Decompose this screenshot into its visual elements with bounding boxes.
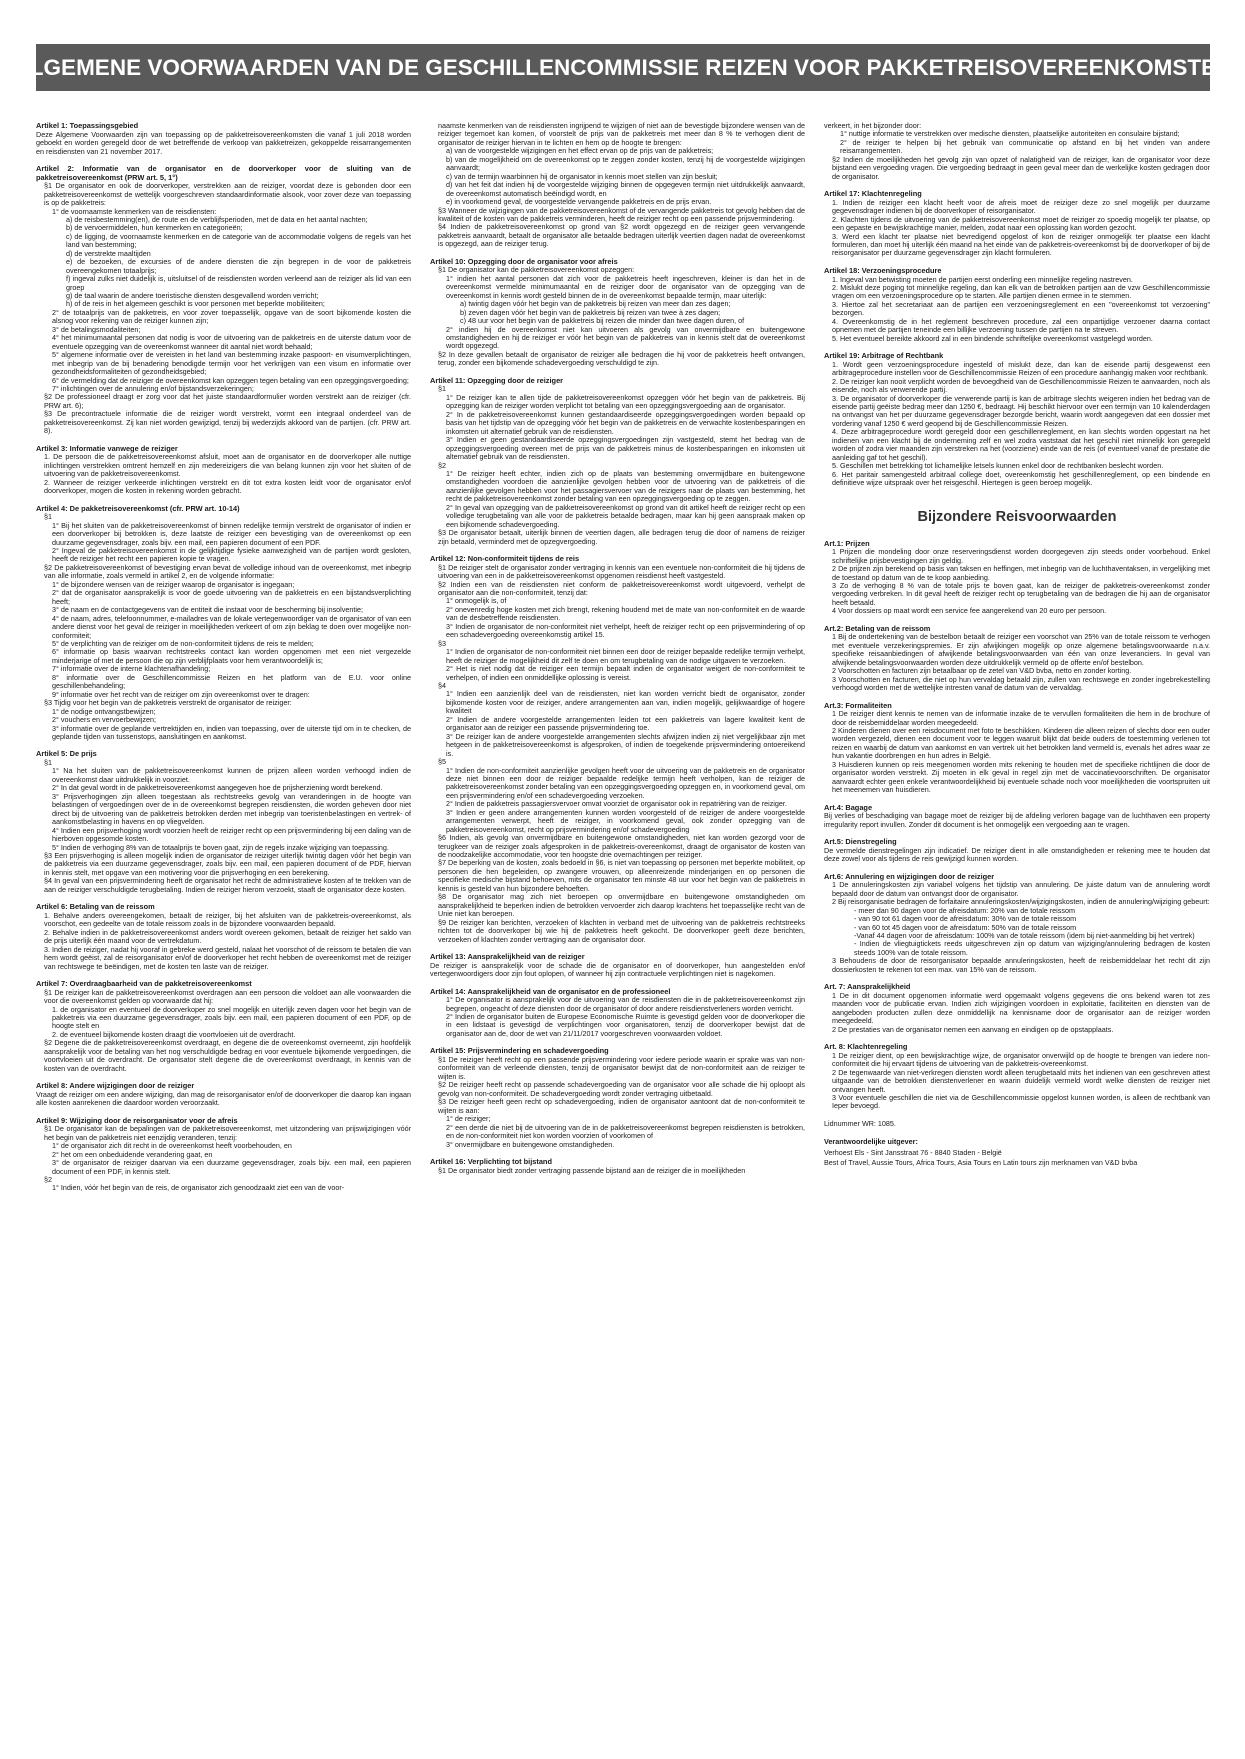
- article: [824, 540, 1210, 616]
- article-paragraph: 2° Indien de pakketreis passagiersvervoer omvat voorziet de organisator ook in repatriëring van de reiziger.: [446, 799, 787, 809]
- article-paragraph: 1. Behalve anders overeengekomen, betaalt de reiziger, bij het afsluiten van de pakketreis-overeenkomst, als voorschot, een gedeelte van de totale reissom zoals in de bijzondere voorwaarden bepaald.: [44, 910, 411, 929]
- article-heading: Artikel 10: Opzegging door de organisator voor afreis: [430, 256, 618, 266]
- article-paragraph: §1: [438, 384, 446, 394]
- article-paragraph: §3 Wanneer de wijzigingen van de pakketreisovereenkomst of de vervangende pakketreis tot gevolg hebben dat de kwaliteit of de kosten van de pakketreis verminderen, heeft de reiziger recht op een passende prijsvermindering.: [438, 205, 805, 223]
- article-paragraph: 1° Bij het sluiten van de pakketreisovereenkomst of binnen redelijke termijn verstrekt de organisator of indien er een doorverkoper bij betrokken is, deze laatste de reiziger een bevestiging van de overeenkomst op een duurzame gegevensdrager, zoals bijv. een mail, een papieren document of een PDF.: [52, 520, 411, 547]
- article-paragraph: 5° de verplichting van de reiziger om de non-conformiteit tijdens de reis te melden;: [52, 638, 314, 648]
- article: [824, 804, 1210, 830]
- article: [430, 953, 805, 979]
- article-heading: Artikel 17: Klachtenregeling: [824, 189, 922, 199]
- article-heading: Artikel 9: Wijziging door de reisorganisator voor de afreis: [36, 1115, 238, 1125]
- article-paragraph: Vraagt de reiziger om een andere wijziging, dan mag de reisorganisator en/of de doorverkoper die daarop kan ingaan alle kosten aanrekenen die daardoor worden veroorzaakt.: [36, 1089, 411, 1108]
- article-heading: Artikel 2: Informatie van de organisator en de doorverkoper voor de sluiting van de pakketreisovereenkomst (PRW art. 5, 1°): [36, 163, 411, 182]
- article: [824, 122, 1210, 181]
- article-paragraph: c) 48 uur voor het begin van de pakketreis bij reizen die minder dan twee dagen duren, of: [460, 316, 745, 326]
- article-heading: Artikel 15: Prijsvermindering en schadevergoeding: [430, 1046, 609, 1056]
- article: [824, 267, 1210, 343]
- article-paragraph: 2° In de pakketreisovereenkomst kunnen gestandaardiseerde opzeggingsvergoedingen worden bepaald op basis van het tijdstip van de opzegging vóór het begin van de pakketreis en de verwachte kostenbesparingen en inkomsten uit alternatief gebruik van de reisdiensten.: [446, 409, 805, 436]
- article-paragraph: 3 Behoudens de door de reisorganisator bepaalde annuleringskosten, heeft de reisbemiddelaar het recht dit zijn dossierkosten te rekenen tot een max. van 15% van de reissom.: [832, 956, 1210, 974]
- column-2: [430, 122, 805, 1742]
- article-paragraph: 2 Bij reisorganisatie bedragen de forfaitaire annuleringskosten/wijzigingskosten, indien de annulering/wijziging gebeurt:: [832, 897, 1210, 907]
- article-paragraph: §3 De reiziger heeft geen recht op schadevergoeding, indien de organisator aantoont dat de non-conformiteit te wijten is aan:: [438, 1097, 805, 1115]
- article-heading: Artikel 8: Andere wijzigingen door de reiziger: [36, 1081, 195, 1091]
- article-paragraph: 3° de betalingsmodaliteiten;: [52, 324, 141, 334]
- article-paragraph: c) de ligging, de voornaamste kenmerken en de categorie van de accommodatie volgens de regels van het land van bestemming;: [66, 231, 411, 250]
- article-paragraph: §1 De reiziger stelt de organisator zonder vertraging in kennis van een eventuele non-conformiteit die hij tijdens de uitvoering van een in de pakketreisovereenkomst opgenomen reisdienst heeft vastgesteld.: [438, 562, 805, 581]
- article-paragraph: 3 Zo de verhoging 8 % van de totale prijs te boven gaat, kan de reiziger de pakketreis-overeenkomst zonder vergoeding verbreken. In dit geval heeft de reiziger recht op terugbetaling van de bedragen die hij aan de organisator heeft betaald.: [832, 580, 1210, 607]
- article-paragraph: §3 De precontractuele informatie die de reiziger wordt verstrekt, vormt een integraal onderdeel van de pakketreisovereenkomst. Zij kan niet worden gewijzigd, tenzij bij wederzijds akkoord van de partijen. (cfr. PRW art. 8).: [44, 409, 411, 436]
- article-heading: Art.5: Dienstregeling: [824, 837, 897, 847]
- article-paragraph: 3° informatie over de geplande vertrektijden en, indien van toepassing, over de uiterste tijd om in te checken, de geplande tijden van tussenstops, aansluitingen en aankomst.: [52, 723, 411, 741]
- article-paragraph: d) van het feit dat indien hij de voorgestelde wijziging binnen de opgegeven termijn niet uitdrukkelijk aanvaardt, de overeenkomst automatisch beëindigd wordt, en: [446, 180, 805, 198]
- article-paragraph: 1° de bijzondere wensen van de reiziger waarop de organisator is ingegaan;: [52, 579, 295, 589]
- article-paragraph: 2° In geval van opzegging van de pakketreisovereenkomst op grond van dit artikel heeft de reiziger recht op een volledige terugbetaling van alle voor de pakketreis betaalde bedragen, maar kan hij geen aanspraak maken op een bijkomende schadevergoeding.: [446, 502, 805, 529]
- article-paragraph: 1. Wordt geen verzoeningsprocedure ingesteld of mislukt deze, dan kan de eisende partij desgewenst een arbitrageprocedure instellen voor de Geschillencommissie Reizen of een procedure aanhangig maken voor rechtbank.: [832, 359, 1210, 378]
- article-paragraph: 3° Indien er geen gestandaardiseerde opzeggingsvergoedingen zijn vastgesteld, stemt het bedrag van de opzeggingsvergoeding overeen met de prijs van de pakketreis minus de kostenbesparingen en inkomsten uit alternatief gebruik van de reisdiensten.: [446, 435, 805, 462]
- article-heading: Artikel 4: De pakketreisovereenkomst (cfr. PRW art. 10-14): [36, 503, 240, 513]
- article-paragraph: 2 De tegenwaarde van niet-verkregen diensten wordt alleen terugbetaald mits het indienen van een geschreven attest uitgaande van de betrokken dienstenverlener en waarin duidelijk vermeld wordt welke diensten de reiziger niet ontvangen heeft.: [832, 1067, 1210, 1094]
- article-paragraph: 3 Voor eventuele geschillen die niet via de Geschillencommissie opgelost kunnen worden, is alleen de rechtbank van Ieper bevoegd.: [832, 1092, 1210, 1111]
- article-paragraph: 1. De persoon die de pakketreisovereenkomst afsluit, moet aan de organisator en de doorverkoper alle nuttige inlichtingen verstrekken omtrent hemzelf en zijn medereizigers die van belang kunnen zijn voor het sluiten of de uitvoering van de pakketreisovereenkomst.: [44, 452, 411, 479]
- article: [430, 122, 805, 249]
- article-paragraph: b) de vervoermiddelen, hun kenmerken en categorieën;: [66, 223, 243, 233]
- article-paragraph: §3 Tijdig voor het begin van de pakketreis verstrekt de organisator de reiziger:: [44, 698, 292, 708]
- article-paragraph: §3 Een prijsverhoging is alleen mogelijk indien de organisator de reiziger uiterlijk twintig dagen vóór het begin van de pakketreis via een duurzame gegevensdrager, zoals bijv. een mail, een papieren document of de PDF, hiervan in kennis stelt, met opgave van een motivering voor die prijsverhoging en een berekening.: [44, 851, 411, 877]
- article-paragraph: verkeert, in het bijzonder door:: [824, 122, 922, 130]
- article-paragraph: 1° de voornaamste kenmerken van de reisdiensten:: [52, 206, 217, 216]
- article: [36, 750, 411, 894]
- article-paragraph: 3° De reiziger kan de andere voorgestelde arrangementen slechts afwijzen indien zij niet vergelijkbaar zijn met hetgeen in de pakketreisovereenkomst is afgesproken, of indien de toegekende prijsvermindering ontoereikend is.: [446, 731, 805, 758]
- article-paragraph: 1° nuttige informatie te verstrekken over medische diensten, plaatselijke autoriteiten en consulaire bijstand;: [840, 129, 1180, 139]
- article-paragraph: 1 De annuleringskosten zijn variabel volgens het tijdstip van annulering. De juiste datum van de annulering wordt bepaald door de datum van ontvangst door de organisator.: [832, 880, 1210, 898]
- article-paragraph: 1. Indien de reiziger een klacht heeft voor de afreis moet de reiziger deze zo snel mogelijk per duurzame gegevensdrager indienen bij de doorverkoper of reisorganisator.: [832, 197, 1210, 216]
- special-terms: [824, 540, 1210, 1111]
- footer: [824, 1120, 1210, 1168]
- article: [824, 352, 1210, 487]
- article-heading: Artikel 12: Non-conformiteit tijdens de reis: [430, 554, 580, 564]
- article-paragraph: b) van de mogelijkheid om de overeenkomst op te zeggen zonder kosten, tenzij hij de voorgestelde wijzigingen aanvaardt;: [446, 154, 805, 173]
- article-paragraph: - van 90 tot 61 dagen voor de afreisdatum: 30% van de totale reissom: [854, 914, 1077, 924]
- article-paragraph: §7 De beperking van de kosten, zoals bedoeld in §6, is niet van toepassing op personen met beperkte mobiliteit, op personen die hen begeleiden, op zwangere vrouwen, op alleenreizende minderjarigen en op personen die specifieke medische bijstand behoeven, mits de organisator ten minste 48 uur voor het begin van de pakketreis in kennis is gesteld van hun bijzondere behoeften.: [438, 858, 805, 893]
- article-paragraph: De vermelde dienstregelingen zijn indicatief. De reiziger dient in alle omstandigheden er rekening mee te houden dat deze zowel voor als tijdens de reis gewijzigd kunnen worden.: [824, 845, 1210, 864]
- article-paragraph: §2 De pakketreisovereenkomst of bevestiging ervan bevat de volledige inhoud van de overeenkomst, met inbegrip van alle informatie, zoals vermeld in artikel 2, en de volgende informatie:: [44, 562, 411, 581]
- article: [430, 1158, 805, 1175]
- article: [824, 838, 1210, 864]
- article-paragraph: 2° Indien de andere voorgestelde arrangementen leiden tot een pakketreis van lagere kwaliteit kent de organisator aan de reiziger een passende prijsvermindering toe.: [446, 714, 805, 733]
- article-paragraph: §1 De organisator en ook de doorverkoper, verstrekken aan de reiziger, voordat deze is gebonden door een pakketreisovereenkomst de wettelijk voorgeschreven standaardinformatie alsook, voor zover deze van toepassing is op de pakketreis:: [44, 181, 411, 208]
- article-paragraph: §1 De reiziger kan de pakketreisovereenkomst overdragen aan een persoon die voldoet aan alle voorwaarden die voor die overeenkomst gelden op voorwaarde dat hij:: [44, 987, 411, 1006]
- article-paragraph: 2° vouchers en vervoerbewijzen;: [52, 715, 156, 725]
- publisher-address: Verhoest Els - Sint Jansstraat 76 - 8840 Staden - België: [824, 1147, 1002, 1157]
- article-heading: Artikel 18: Verzoeningsprocedure: [824, 265, 942, 275]
- article-paragraph: 2. De reiziger kan nooit verplicht worden de bevoegdheid van de Geschillencommissie Reizen te aanvaarden, noch als eisende, noch als verwerende partij.: [832, 376, 1210, 395]
- article-paragraph: 3. De organisator of doorverkoper die verwerende partij is kan de arbitrage slechts weigeren indien het bedrag van de eisende partij geëiste bedrag meer dan 1250 €, bedraagt. Hij beschikt hiervoor over een termijn van 10 kalenderdagen na ontvangst van het per duurzame gegevensdrager bezorgde bericht, waarin wordt aangegeven dat een dossier met vordering vanaf 1250 € werd geopend bij de Geschillencommissie Reizen.: [832, 393, 1210, 428]
- article-paragraph: 1° Indien, vóór het begin van de reis, de organisator zich genoodzaakt ziet een van de voor-: [52, 1183, 345, 1193]
- article-paragraph: Deze Algemene Voorwaarden zijn van toepassing op de pakketreisovereenkomsten die vanaf 1 juli 2018 worden geboekt en worden geregeld door de wet betreffende de verkoop van pakketreizen, gekoppelde reisarrangementen en reisdiensten van 21 november 2017.: [36, 129, 411, 156]
- article-paragraph: 1° De reiziger heeft echter, indien zich op de plaats van bestemming onvermijdbare en buitengewone omstandigheden voordoen die aanzienlijke gevolgen hebben voor de uitvoering van de pakketreis of die aanzienlijke gevolgen hebben voor het passagiersvervoer van de reizigers naar de plaats van bestemming, het recht de pakketreisovereenkomst zonder betaling van een opzeggingsvergoeding op te zeggen.: [446, 468, 805, 504]
- article: [824, 702, 1210, 795]
- article-paragraph: 9° informatie over het recht van de reiziger om zijn overeenkomst over te dragen:: [52, 689, 310, 699]
- article: [36, 122, 411, 156]
- article-paragraph: 3° Indien er geen andere arrangementen kunnen worden voorgesteld of de reiziger de andere voorgestelde arrangementen verwerpt, heeft de reiziger, in voorkomend geval, ook zonder opzegging van de pakketreisovereenkomst, recht op prijsvermindering en/of schadevergoeding: [446, 807, 805, 834]
- article-paragraph: 8° informatie over de Geschillencommissie Reizen en het platform van de E.U. voor online geschillenbehandeling;: [52, 672, 411, 691]
- article-paragraph: d) de verstrekte maaltijden: [66, 248, 151, 258]
- article-paragraph: 3 Huisdieren kunnen op reis meegenomen worden mits rekening te houden met de specifieke richtlijnen die door de organisator worden verstrekt. Zij moeten in elk geval in regel zijn met de vaccinatievoorschriften. De organisator aanvaardt echter geen enkele verantwoordelijkheid bij eventuele schade noch voor moeilijkheden die voortspruiten uit het meenemen van huisdieren.: [832, 759, 1210, 795]
- article-paragraph: §4 Indien de pakketreisovereenkomst op grond van §2 wordt opgezegd en de reiziger geen vervangende pakketreis aanvaardt, betaalt de organisator alle betaalde bedragen uiterlijk veertien dagen nadat de overeenkomst is opgezegd, aan de reiziger terug.: [438, 222, 805, 249]
- article-paragraph: 1° Indien de non-conformiteit aanzienlijke gevolgen heeft voor de uitvoering van de pakketreis en de organisator deze niet binnen een door de reiziger bepaalde redelijke termijn heeft verholpen, kan de reiziger de pakketreisovereenkomst zonder betaling van een opzeggingsvergoeding opzeggen en, in voorkomend geval, om een prijsvermindering en/of een schadevergoeding verzoeken.: [446, 765, 805, 800]
- article-paragraph: 6° de vermelding dat de reiziger de overeenkomst kan opzeggen tegen betaling van een opzeggingsvergoeding;: [52, 375, 409, 385]
- article-paragraph: §2 Degene die de pakketreisovereenkomst overdraagt, en degene die de overeenkomst overneemt, zijn hoofdelijk aansprakelijk voor de betaling van het nog verschuldigde bedrag en voor eventuele bijkomende vergoedingen, die voortvloeien uit de overdracht. De organisator stelt degene die de overeenkomst overdraagt, in kennis van de kosten van de overdracht.: [44, 1038, 411, 1073]
- article-paragraph: 1° Na het sluiten van de pakketreisovereenkomst kunnen de prijzen alleen worden verhoogd indien de overeenkomst daar uitdrukkelijk in voorziet.: [52, 766, 411, 784]
- article-paragraph: 1 De reiziger dient, op een bewijskrachtige wijze, de organisator onverwijld op de hoogte te brengen van iedere non-conformiteit die hij ervaart tijdens de uitvoering van de pakketreis-overeenkomst.: [832, 1050, 1210, 1069]
- article-paragraph: 1. de organisator en eventueel de doorverkoper zo snel mogelijk en uiterlijk zeven dagen voor het begin van de pakketreis via een duurzame gegevensdrager, zoals bijv. een mail, een papieren document of een PDF, op de hoogte stelt en: [52, 1004, 411, 1031]
- article: [36, 980, 411, 1073]
- article: [430, 988, 805, 1039]
- article-paragraph: §1: [44, 512, 52, 522]
- article-heading: Art.1: Prijzen: [824, 538, 870, 548]
- article-paragraph: 1° de organisator zich dit recht in de overeenkomst heeft voorbehouden, en: [52, 1141, 292, 1151]
- article-paragraph: 2° de reiziger te helpen bij het gebruik van communicatie op afstand en bij het vinden van andere reisarrangementen.: [840, 137, 1210, 156]
- article-paragraph: - van 60 tot 45 dagen voor de afreisdatum: 50% van de totale reissom: [854, 922, 1077, 932]
- article-heading: Art.2: Betaling van de reissom: [824, 623, 931, 633]
- brand-names: Best of Travel, Aussie Tours, Africa Tours, Asia Tours en Latin tours zijn merknamen van V&D bvba: [824, 1158, 1138, 1168]
- article-paragraph: naamste kenmerken van de reisdiensten ingrijpend te wijzigen of niet aan de bevestigde bijzondere wensen van de reiziger tegemoet kan komen, of voorstelt de prijs van de pakketreis met meer dan 8 % te verhogen dient de organisator de reiziger hiervan in te lichten en hem op de hoogte te brengen:: [438, 122, 805, 147]
- article: [36, 1117, 411, 1193]
- article-heading: Art.4: Bagage: [824, 802, 873, 812]
- article-paragraph: §3 De organisator betaalt, uiterlijk binnen de veertien dagen, alle bedragen terug die door of namens de reiziger zijn betaald, verminderd met de opzegvergoeding.: [438, 528, 805, 546]
- article-paragraph: -Vanaf 44 dagen voor de afreisdatum: 100% van de totale reissom (idem bij niet-aanmelding bij het vertrek): [854, 930, 1195, 940]
- article-paragraph: §3: [438, 638, 446, 648]
- article: [36, 505, 411, 742]
- article-heading: Artikel 7: Overdraagbaarheid van de pakketreisovereenkomst: [36, 979, 252, 989]
- article-paragraph: 6. Het paritair samengesteld arbitraal college doet, overeenkomstig het geschillenreglement, op een bindende en definitieve wijze uitspraak over het reisgeschil. Hiertegen is geen beroep mogelijk.: [832, 469, 1210, 488]
- article-paragraph: 2° de totaalprijs van de pakketreis, en voor zover toepasselijk, opgave van de soort bijkomende kosten die alsnog voor rekening van de reiziger kunnen zijn;: [52, 307, 411, 326]
- article-heading: Artikel 19: Arbitrage of Rechtbank: [824, 351, 944, 361]
- article-paragraph: 1° Indien een aanzienlijk deel van de reisdiensten, niet kan worden verricht biedt de organisator, zonder bijkomende kosten voor de reiziger, andere arrangementen aan van, indien mogelijk, gelijkwaardige of hogere kwaliteit: [446, 689, 805, 716]
- member-number: Lidnummer WR: 1085.: [824, 1118, 896, 1128]
- article-heading: Artikel 1: Toepassingsgebied: [36, 122, 139, 130]
- article-paragraph: §2 De reiziger heeft recht op passende schadevergoeding van de organisator voor alle schade die hij oploopt als gevolg van non-conformiteit. De schadevergoeding wordt zonder vertraging uitbetaald.: [438, 1080, 805, 1098]
- article-heading: Artikel 6: Betaling van de reissom: [36, 902, 155, 912]
- article-paragraph: §1 De reiziger heeft recht op een passende prijsvermindering voor iedere periode waarin er sprake was van non-conformiteit van de verleende diensten, tenzij de organisator bewijst dat de non-conformiteit aan de reiziger te wijten is.: [438, 1054, 805, 1081]
- page-title: ALGEMENE VOORWAARDEN VAN DE GESCHILLENCOMMISSIE REIZEN VOOR PAKKETREISOVEREENKOMSTEN: [13, 54, 1233, 80]
- article-paragraph: 7° informatie over de interne klachtenafhandeling;: [52, 664, 211, 674]
- article: [824, 983, 1210, 1034]
- article-paragraph: 1 De in dit document opgenomen informatie werd opgemaakt volgens gegevens die ons bekend waren tot zes maanden voor de publicatie ervan. Indien zich wijzigingen voordoen in exploitatie, faciliteiten en diensten van de aangeboden producten zullen deze onmiddellijk na kennisname door de organisator aan de reiziger worden meegedeeld.: [832, 990, 1210, 1026]
- article-paragraph: 1 Bij de ondertekening van de bestelbon betaalt de reiziger een voorschot van 25% van de totale reissom te verhogen met eventuele verzekeringspremies. Er zijn afwijkingen mogelijk op onze algemene betalingsvoorwaarde n.a.v. specifieke reisaanbiedingen of afwijkende betalingsvoorwaarden van één van onze leveranciers. In geval van afwijkende betalingsvoorwaarden worden deze uitdrukkelijk vermeld op de offerte en/of bestelbon.: [832, 632, 1210, 667]
- article: [430, 1047, 805, 1149]
- article-paragraph: 2 De prijzen zijn berekend op basis van taksen en heffingen, met inbegrip van de luchthaventaksen, in vergelijking met de toestand op datum van de te koop aanbieding.: [832, 564, 1210, 582]
- article-paragraph: 2 Kinderen dienen over een reisdocument met foto te beschikken. Kinderen die alleen reizen of slechts door een ouder worden vergezeld, dienen een document voor te leggen waaruit blijkt dat beide ouders de toestemming verlenen tot reizen en waarbij de datum van aankomst en van vertrek uit het betrokken land vermeld is, evenals het adres waar ze hun vakantie doorbrengen en hun adres in België.: [832, 726, 1210, 761]
- article-paragraph: §2 In deze gevallen betaalt de organisator de reiziger alle bedragen die hij voor de pakketreis heeft ontvangen, terug, zonder een bijkomende schadevergoeding verschuldigd te zijn.: [438, 349, 805, 368]
- article-heading: Artikel 16: Verplichting tot bijstand: [430, 1156, 552, 1166]
- article-paragraph: §4: [438, 680, 446, 690]
- article-paragraph: - Indien de vliegtuigtickets reeds uitgeschreven zijn op datum van wijziging/annulering bedragen de kosten steeds 100% van de totale reissom.: [854, 939, 1210, 957]
- article-paragraph: §8 De organisator mag zich niet beroepen op onvermijdbare en buitengewone omstandigheden om aansprakelijkheid te beperken indien de betrokken vervoerder zich daarop krachtens het toepasselijke recht van de Unie niet kan beroepen.: [438, 892, 805, 919]
- column-3: [824, 122, 1210, 1742]
- article-paragraph: §1 De organisator kan de bepalingen van de pakketreisovereenkomst, met uitzondering van prijswijzigingen vóór het begin van de pakketreis niet eenzijdig veranderen, tenzij:: [44, 1124, 411, 1142]
- article: [824, 190, 1210, 258]
- article-paragraph: 4° Indien een prijsverhoging wordt voorzien heeft de reiziger recht op een prijsvermindering bij een daling van de hierboven opgesomde kosten.: [52, 825, 411, 844]
- article-paragraph: 2° het om een onbeduidende verandering gaat, en: [52, 1149, 213, 1159]
- article-paragraph: 2° Ingeval de pakketreisovereenkomst in de gelijktijdige fysieke aanwezigheid van de partijen wordt gesloten, heeft de reiziger het recht een papieren kopie te vragen.: [52, 546, 411, 564]
- article-paragraph: 2. Behalve indien in de pakketreisovereenkomst anders wordt overeen gekomen, betaalt de reiziger het saldo van de prijs uiterlijk één maand voor de vertrekdatum.: [44, 927, 411, 946]
- article-paragraph: a) twintig dagen vóór het begin van de pakketreis bij reizen van meer dan zes dagen;: [460, 299, 731, 309]
- article-heading: Art. 8: Klachtenregeling: [824, 1042, 908, 1052]
- article-paragraph: 1 Prijzen die mondeling door onze reserveringsdienst worden doorgegeven zijn steeds onder voorbehoud. Enkel schriftelijke prijsbevestigingen zijn geldig.: [832, 547, 1210, 565]
- article-paragraph: 2° In dat geval wordt in de pakketreisovereenkomst aangegeven hoe de prijsherziening wordt berekend.: [52, 783, 383, 793]
- article: [36, 1082, 411, 1108]
- article-paragraph: 2 De prestaties van de organisator nemen een aanvang en eindigen op de opstapplaats.: [832, 1024, 1114, 1034]
- article-paragraph: §1 De organisator kan de pakketreisovereenkomst opzeggen:: [438, 265, 635, 275]
- general-terms-continued: [824, 122, 1210, 488]
- article-paragraph: 5. Het eventueel bereikte akkoord zal in een bindende schriftelijke overeenkomst vastgelegd worden.: [832, 333, 1153, 343]
- article-paragraph: §2: [44, 1174, 52, 1184]
- article-paragraph: 2. Mislukt deze poging tot minnelijke regeling, dan kan elk van de betrokken partijen aan de vzw Geschillencommissie vragen om een verzoeningsprocedure op te starten. Alle partijen dienen ermee in te stemmen.: [832, 282, 1210, 301]
- article-paragraph: 1° onmogelijk is, of: [446, 596, 507, 606]
- article: [430, 258, 805, 368]
- article: [36, 903, 411, 971]
- article-paragraph: 1° de reiziger;: [446, 1114, 491, 1124]
- article-paragraph: 5. Geschillen met betrekking tot lichamelijke letsels kunnen enkel door de rechtbanken beslecht worden.: [832, 461, 1164, 471]
- article-paragraph: 4° het minimumaantal personen dat nodig is voor de uitvoering van de pakketreis en de uiterste datum voor de eventuele opzegging van de overeenkomst wanneer dit aantal niet wordt behaald;: [52, 333, 411, 351]
- article-paragraph: a) de reisbestemming(en), de route en de verblijfsperioden, met de data en het aantal nachten;: [66, 214, 368, 224]
- article-paragraph: 4. Overeenkomstig de in het reglement beschreven procedure, zal een onpartijdige verzoener daarna contact opnemen met de partijen teneinde een billijke verzoening tussen de partijen na te streven.: [832, 316, 1210, 335]
- article-paragraph: 1° de nodige ontvangstbewijzen;: [52, 706, 156, 716]
- article: [36, 165, 411, 436]
- article-paragraph: §2 De professioneel draagt er zorg voor dat het juiste standaardformulier worden verstrekt aan de reiziger (cfr. PRW art. 6);: [44, 392, 411, 410]
- article-paragraph: 3. Indien de reiziger, nadat hij vooraf in gebreke werd gesteld, nalaat het voorschot of de reissom te betalen die van hem wordt geëist, zal de reisorganisator en/of de doorverkoper het recht hebben de overeenkomst met de reiziger van rechtswege te beëindigen, met de kosten ten laste van de reiziger.: [44, 944, 411, 971]
- article-paragraph: 2° Het is niet nodig dat de reiziger een termijn bepaalt indien de organisator weigert de non-conformiteit te verhelpen, of indien een onmiddellijke oplossing is vereist.: [446, 664, 805, 682]
- article-paragraph: - meer dan 90 dagen voor de afreisdatum: 20% van de totale reissom: [854, 905, 1075, 915]
- article-paragraph: f) ingeval zulks niet duidelijk is, uitsluitsel of de reisdiensten worden verleend aan de reiziger als lid van een groep: [66, 274, 411, 292]
- article-heading: Artikel 5: De prijs: [36, 749, 97, 759]
- article-paragraph: 2° dat de organisator aansprakelijk is voor de goede uitvoering van de pakketreis en een bijstandsverplichting heeft;: [52, 588, 411, 606]
- responsible-publisher-label: Verantwoordelijke uitgever:: [824, 1137, 918, 1147]
- article-paragraph: e) de bezoeken, de excursies of de andere diensten die zijn begrepen in de voor de pakketreis overeengekomen totaalprijs;: [66, 257, 411, 275]
- article-paragraph: §1 De organisator biedt zonder vertraging passende bijstand aan de reiziger die in moeilijkheden: [438, 1165, 746, 1175]
- article: [824, 1043, 1210, 1111]
- article: [430, 377, 805, 546]
- article-paragraph: 3° Prijsverhogingen zijn alleen toegestaan als rechtstreeks gevolg van veranderingen in de hoogte van belastingen of vergoedingen over de in de overeenkomst begrepen reisdiensten, die worden geheven door niet direct bij de uitvoering van de pakketreis betrokken derden met inbegrip van toeristenbelastingen en vertrek- of aankomstbelasting in havens en op vliegvelden.: [52, 791, 411, 827]
- article-paragraph: 3° de organisator de reiziger daarvan via een duurzame gegevensdrager, zoals bijv. een mail, een papieren document of een PDF, in kennis stelt.: [52, 1158, 411, 1176]
- article-paragraph: Bij verlies of beschadiging van bagage moet de reiziger bij de afdeling verloren bagage van de luchthaven een property irregularity report invullen. Zonder dit document is het onmogelijk een vergoeding aan te vragen.: [824, 811, 1210, 829]
- article: [36, 445, 411, 496]
- article-paragraph: 2. Wanneer de reiziger verkeerde inlichtingen verstrekt en dit tot extra kosten leidt voor de organisator en/of doorverkoper, mogen die kosten in rekening worden gebracht.: [44, 477, 411, 496]
- article-paragraph: 2 Voorschotten en facturen zijn betaalbaar op de zetel van V&D bvba, netto en zonder korting.: [832, 666, 1132, 676]
- article: [824, 873, 1210, 975]
- article-paragraph: 2. de eventueel bijkomende kosten draagt die voortvloeien uit de overdracht.: [52, 1029, 296, 1039]
- article-paragraph: h) of de reis in het algemeen geschikt is voor personen met beperkte mobiliteiten;: [66, 299, 325, 309]
- article-paragraph: 1° indien het aantal personen dat zich voor de pakketreis heeft ingeschreven, kleiner is dan het in de overeenkomst vermelde minimumaantal en de reiziger door de organisator van de opzegging van de overeenkomst in kennis wordt gesteld binnen de in de overeenkomst bepaalde termijn, maar uiterlijk:: [446, 273, 805, 300]
- article-paragraph: b) zeven dagen vóór het begin van de pakketreis bij reizen van twee à zes dagen;: [460, 307, 721, 317]
- article-paragraph: 3 Voorschotten en facturen, die niet op hun vervaldag betaald zijn, zullen van rechtswege en zonder ingebrekestelling verhoogd worden met de wettelijke intresten vanaf de datum van de vervaldag.: [832, 674, 1210, 693]
- article-paragraph: 1° Indien de organisator de non-conformiteit niet binnen een door de reiziger bepaalde redelijke termijn verhelpt, heeft de reiziger de mogelijkheid dit zelf te doen en om terugbetaling van de nodige uitgaven te verzoeken.: [446, 647, 805, 665]
- article-paragraph: 4 Voor dossiers op maat wordt een service fee aangerekend van 20 euro per persoon.: [832, 606, 1107, 616]
- article-paragraph: a) van de voorgestelde wijzigingen en het effect ervan op de prijs van de pakketreis;: [446, 146, 714, 156]
- article-heading: Art. 7: Aansprakelijkheid: [824, 982, 911, 992]
- article-paragraph: 3° de naam en de contactgegevens van de entiteit die instaat voor de bescherming bij insolventie;: [52, 605, 363, 615]
- article-paragraph: 2° indien hij de overeenkomst niet kan uitvoeren als gevolg van onvermijdbare en buitengewone omstandigheden en hij de reiziger er vóór het begin van de pakketreis van in kennis stelt dat de overeenkomst wordt opgezegd.: [446, 324, 805, 351]
- article-paragraph: De reiziger is aansprakelijk voor de schade die de organisator en of doorverkoper, hun aangestelden en/of vertegenwoordigers door zijn fout oplopen, of wanneer hij zijn contractuele verplichtingen niet is nagekomen.: [430, 960, 805, 979]
- article-paragraph: g) de taal waarin de andere toeristische diensten desgevallend worden verricht;: [66, 291, 319, 301]
- article-paragraph: 5° algemene informatie over de vereisten in het land van bestemming inzake paspoort- en visumverplichtingen, met inbegrip van de bij benadering benodigde termijn voor het verkrijgen van een visum en informatie over gezondheidsformaliteiten of gezondheidsgebied;: [52, 350, 411, 377]
- article-paragraph: 1. Ingeval van betwisting moeten de partijen eerst onderling een minnelijke regeling nastreven.: [832, 274, 1133, 284]
- article-paragraph: 2° een derde die niet bij de uitvoering van de in de pakketreisovereenkomst begrepen reisdiensten is betrokken, en de non-conformiteit niet kon worden voorzien of voorkomen of: [446, 1122, 805, 1141]
- article-paragraph: c) van de termijn waarbinnen hij de organisator in kennis moet stellen van zijn besluit;: [446, 171, 718, 181]
- article-paragraph: 6° informatie op basis waarvan rechtstreeks contact kan worden opgenomen met een niet vergezelde minderjarige of met de persoon die op zijn verblijfplaats voor hem verantwoordelijk is;: [52, 647, 411, 665]
- article-paragraph: 3° Indien de organisator de non-conformiteit niet verhelpt, heeft de reiziger recht op een prijsvermindering of op een schadevergoeding overeenkomstig artikel 15.: [446, 621, 805, 640]
- article-paragraph: §2: [438, 460, 446, 470]
- article: [430, 555, 805, 944]
- article-paragraph: §2 Indien de moeilijkheden het gevolg zijn van opzet of nalatigheid van de reiziger, kan de organisator voor deze bijstand een vergoeding vragen. Die vergoeding bedraagt in geen geval meer dan de werkelijke kosten gedragen door de organisator.: [832, 154, 1210, 181]
- article-paragraph: 2. Klachten tijdens de uitvoering van de pakketreisovereenkomst moet de reiziger zo spoedig mogelijk ter plaatse, op een gepaste en bewijskrachtige manier, melden, zodat naar een oplossing kan worden gezocht.: [832, 214, 1210, 233]
- article-paragraph: §2 Indien een van de reisdiensten niet conform de pakketreisovereenkomst wordt uitgevoerd, verhelpt de organisator aan die non-conformiteit, tenzij dat:: [438, 579, 805, 597]
- article-paragraph: §5: [438, 757, 446, 767]
- article-heading: Artikel 14: Aansprakelijkheid van de organisator en de professioneel: [430, 986, 671, 996]
- article-paragraph: §9 De reiziger kan berichten, verzoeken of klachten in verband met de uitvoering van de pakketreis rechtstreeks richten tot de doorverkoper bij wie hij de pakketreis heeft gekocht. De doorverkoper geeft deze berichten, verzoeken of klachten zonder vertraging aan de organisator door.: [438, 917, 805, 944]
- article-paragraph: 3. Hiertoe zal het secretariaat aan de partijen een verzoeningsreglement en een "overeenkomst tot verzoening" bezorgen.: [832, 299, 1210, 318]
- article-paragraph: 7° inlichtingen over de annulering en/of bijstandsverzekeringen;: [52, 384, 254, 394]
- article-heading: Artikel 11: Opzegging door de reiziger: [430, 375, 564, 385]
- article-heading: Artikel 13: Aansprakelijkheid van de reiziger: [430, 952, 585, 962]
- article-paragraph: 3° onvermijdbare en buitengewone omstandigheden.: [446, 1139, 615, 1149]
- article-paragraph: 5° Indien de verhoging 8% van de totaalprijs te boven gaat, zijn de regels inzake wijziging van toepassing.: [52, 842, 389, 852]
- article-heading: Art.3: Formaliteiten: [824, 700, 892, 710]
- article-paragraph: §4 In geval van een prijsvermindering heeft de organisator het recht de administratieve kosten af te trekken van de aan de reiziger verschuldigde terugbetaling. Indien de reiziger hierom verzoekt, staaft de organisator deze kosten.: [44, 876, 411, 894]
- article: [824, 625, 1210, 693]
- article-paragraph: 2° Indien de organisator buiten de Europese Economische Ruimte is gevestigd gelden voor de doorverkoper die in een lidstaat is gevestigd de verplichtingen voor organisatoren, tenzij de doorverkoper bewijst dat de organisator aan de, door de wet van 21/11/2017 voorgeschreven voorwaarden voldoet.: [446, 1012, 805, 1038]
- article-paragraph: 1 De reiziger dient kennis te nemen van de informatie inzake de te vervullen formaliteiten die hem in de brochure of door de reisbemiddelaar worden meegedeeld.: [832, 709, 1210, 727]
- article-paragraph: §6 Indien, als gevolg van onvermijdbare en buitengewone omstandigheden, niet kan worden gezorgd voor de terugkeer van de reiziger zoals afgesproken in de pakketreis-overeenkomst, draagt de organisator de kosten van de noodzakelijke accommodatie, voor ten hoogste drie overnachtingen per reiziger.: [438, 833, 805, 860]
- section-title: Bijzondere Reisvoorwaarden: [917, 508, 1117, 525]
- article-paragraph: §1: [44, 758, 52, 768]
- article-paragraph: 1° De organisator is aansprakelijk voor de uitvoering van de reisdiensten die in de pakketreisovereenkomst zijn begrepen, ongeacht of deze diensten door de organisator of door andere reisdienstverleners worden verricht.: [446, 995, 805, 1013]
- title-banner: [13, 44, 1233, 91]
- article-paragraph: 2° onevenredig hoge kosten met zich brengt, rekening houdend met de mate van non-conformiteit en de waarde van de desbetreffende reisdiensten.: [446, 604, 805, 623]
- article-paragraph: 1° De reiziger kan te allen tijde de pakketreisovereenkomst opzeggen vóór het begin van de pakketreis. Bij opzegging kan de reiziger worden verplicht tot betaling van een opzeggingsvergoeding aan de organisator.: [446, 392, 805, 411]
- article-paragraph: 3. Werd een klacht ter plaatse niet bevredigend opgelost of kon de reiziger onmogelijk ter plaatse een klacht formuleren, dan moet hij uiterlijk één maand na het einde van de pakketreis-overeenkomst bij de doorverkoper of bij de reisorganisator per duurzame gegevensdrager zijn klacht formuleren.: [832, 231, 1210, 258]
- article-paragraph: 4° de naam, adres, telefoonnummer, e-mailadres van de lokale vertegenwoordiger van de organisator of van een andere dienst voor het geval de reiziger in moeilijkheden verkeert of om zijn beklag te doen over mogelijke non-conformiteit;: [52, 613, 411, 640]
- article-paragraph: 4. Deze arbitrageprocedure wordt geregeld door een geschillenreglement, en kan slechts worden opgestart na het indienen van een klacht bij de onderneming zelf en wel zodra vaststaat dat het geschil niet minnelijk kon geregeld worden of zodra vier maanden zijn verstreken na het (voorziene) einde van de reis (of eventueel vanaf de prestatie die aanleiding gaf tot het geschil).: [832, 427, 1210, 462]
- article-heading: Artikel 3: Informatie vanwege de reiziger: [36, 443, 178, 453]
- column-1: [36, 122, 411, 1742]
- article-heading: Art.6: Annulering en wijzigingen door de reiziger: [824, 871, 995, 881]
- article-paragraph: e) in voorkomend geval, de voorgestelde vervangende pakketreis en de prijs ervan.: [446, 197, 712, 207]
